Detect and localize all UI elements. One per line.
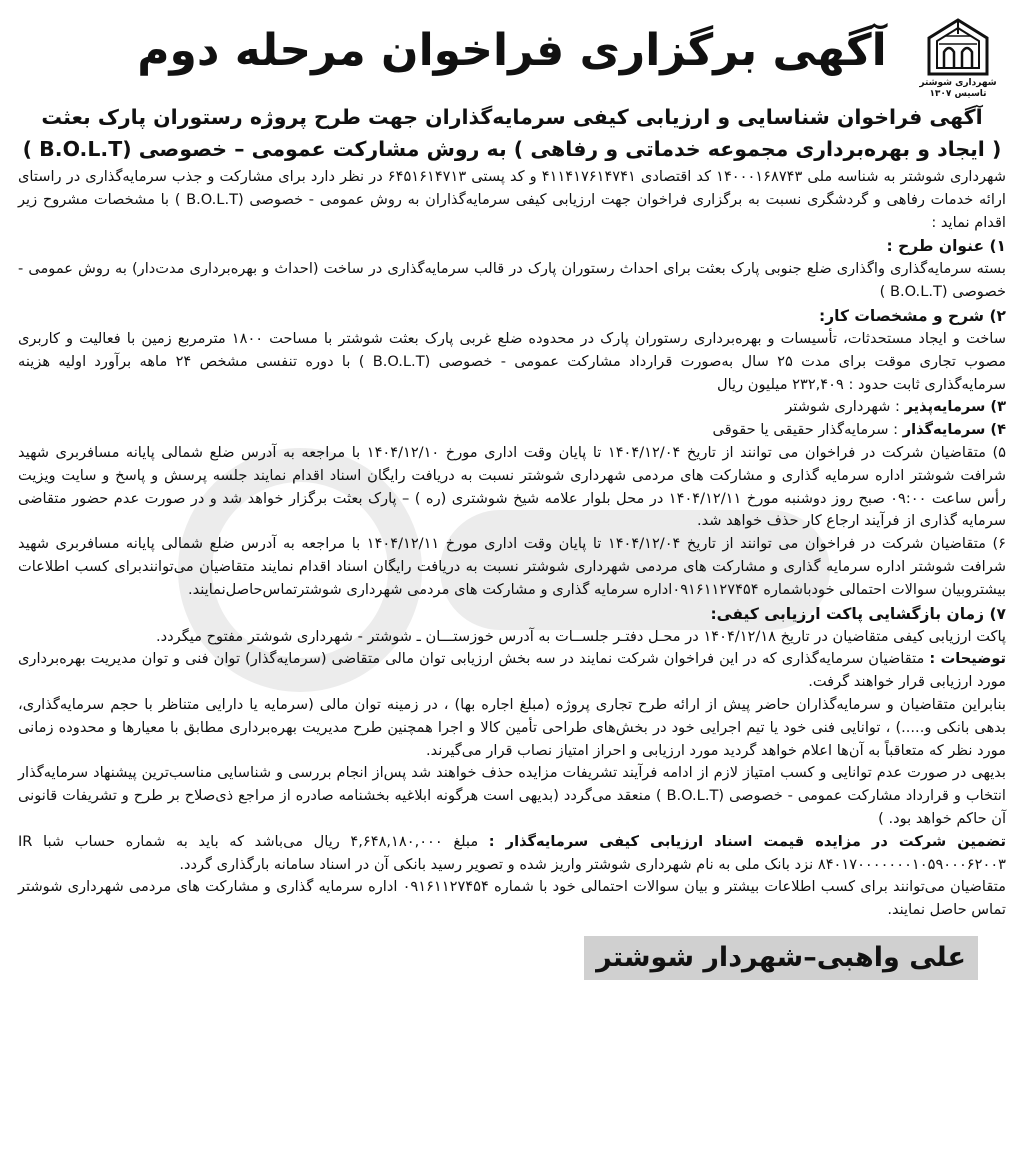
section-3-text: : شهرداری شوشتر (785, 398, 900, 416)
section-4-text: : سرمایه‌گذار حقیقی یا حقوقی (712, 421, 899, 439)
guarantee-text: مبلغ ۴,۶۴۸,۱۸۰,۰۰۰ ریال می‌باشد که باید به شماره حساب شبا IR ۸۴۰۱۷۰۰۰۰۰۰۰۱۰۵۹۰۰۰۶۲۰۰۳ نزد بانک ملی به نام شهرداری شوشتر واریز شده و تصویر رسید بانکی آن در اسناد سامانه بارگذاری گردد. (18, 832, 1006, 873)
section-3 (18, 396, 1006, 419)
mosque-dome-icon (925, 16, 991, 78)
notes-paragraph (18, 648, 1006, 694)
section-1-heading: ۱) عنوان طرح : (886, 237, 1006, 256)
signature: علی واهبی–شهردار شوشتر (584, 936, 978, 980)
notes-paragraph-2: بنابراین متقاضیان و سرمایه‌گذاران حاضر پیش از ارائه طرح تجاری پروژه (مبلغ اجاره بها) ، در زمینه توان مالی (سرمایه یا دارایی متناظر با حجم سرمایه‌گذاری، بدهی بانکی و.....) ، توانایی فنی خود یا تیم اجرایی خود در بخش‌های طراحی تأمین کالا و اجرا همچنین طرح مدیریت بهره‌برداری مطابق با معیارها و محدوده زمانی مورد نظر که متعاقباً به آن‌ها اعلام خواهد گردید مورد ارزیابی و احراز امتیاز نصاب قرار می‌گیرند. (18, 695, 1006, 759)
section-1-text: بسته سرمایه‌گذاری واگذاری ضلع جنوبی پارک بعثت برای احداث رستوران پارک در قالب سرمایه‌گذاری در ساخت (احداث و بهره‌برداری مدت‌دار) به روش عمومی - خصوصی (B.O.L.T ) (18, 260, 1006, 301)
notes-label: توضیحات : (929, 650, 1006, 668)
notes-text: متقاضیان سرمایه‌گذاری که در این فراخوان شرکت نمایند در سه بخش ارزیابی توان مالی متقاضی (سرمایه‌گذار) توان فنی و توان مدیریت بهره‌برداری مورد ارزیابی قرار خواهند گرفت. (18, 650, 1006, 691)
subtitle-line-2: ( ایجاد و بهره‌برداری مجموعه خدماتی و رفاهی ) به روش مشارکت عمومی – خصوصی (B.O.L.T ) (22, 137, 1002, 161)
section-7-text: پاکت ارزیابی کیفی متقاضیان در تاریخ ۱۴۰۴/۱۲/۱۸ در محـل دفتـر جلســات به آدرس خوزستـــان ـ شوشتر - شهرداری شوشتر مفتوح میگردد. (156, 627, 1006, 645)
logo-caption-year: تاسیس ۱۳۰۷ (929, 89, 987, 99)
guarantee-label: تضمین شرکت در مزایده قیمت اسناد ارزیابی کیفی سرمایه‌گذار : (488, 832, 1006, 850)
section-3-heading: ۳) سرمایه‌پذیر (904, 398, 1006, 416)
contact-paragraph: متقاضیان می‌توانند برای کسب اطلاعات بیشتر و بیان سوالات احتمالی خود با شماره ۰۹۱۶۱۱۲۷۴۵۴ اداره سرمایه گذاری و مشارکت های مردمی شهرداری شوشتر تماس حاصل نمایند. (18, 878, 1006, 919)
intro-paragraph: شهرداری شوشتر به شناسه ملی ۱۴۰۰۰۱۶۸۷۴۳ کد اقتصادی ۴۱۱۴۱۷۶۱۴۷۴۱ و کد پستی ۶۴۵۱۶۱۴۷۱۳ در نظر دارد برای مشارکت و جذب سرمایه‌گذاری در راستای ارائه خدمات رفاهی و گردشگری نسبت به برگزاری فراخوان جهت ارزیابی کیفی سرمایه‌گذاران به روش عمومی - خصوصی (B.O.L.T ) با مشخصات مشروح زیر اقدام نماید : (18, 168, 1006, 231)
section-6-text: ۶) متقاضیان شرکت در فراخوان می توانند از تاریخ ۱۴۰۴/۱۲/۰۴ تا پایان وقت اداری مورخ ۱۴۰۴/۱۲/۱۱ با مراجعه به آدرس ضلع شمالی پایانه مسافربری شهید شرافت شوشتر اداره سرمایه گذاری و مشارکت های مردمی شهرداری شوشتر نسبت به دریافت رایگان اسناد اقدام نمایند متقاضیان می‌توانندبرای کسب اطلاعات بیشتروبیان سوالات احتمالی خودباشماره ۰۹۱۶۱۱۲۷۴۵۴اداره سرمایه گذاری و مشارکت های مردمی شهرداری شوشترتماس‌حاصل‌نمایند. (18, 535, 1006, 598)
section-7-heading: ۷) زمان بازگشایی پاکت ارزیابی کیفی: (710, 604, 1006, 623)
subtitle-line-1: آگهی فراخوان شناسایی و ارزیابی کیفی سرمایه‌گذاران جهت طرح پروژه رستوران پارک بعثت (41, 105, 983, 129)
section-2-text: ساخت و ایجاد مستحدثات، تأسیسات و بهره‌برداری رستوران پارک در محدوده ضلع غربی پارک بعثت شوشتر با مساحت ۱۸۰۰ مترمربع زمین با فعالیت و کاربری مصوب تجاری موقت برای مدت ۲۵ سال به‌صورت قرارداد مشارکت عمومی - خصوصی (B.O.L.T ) با دوره تنفسی مشخص ۲۴ ماهه برآورد اولیه هزینه سرمایه‌گذاری ثابت حدود : ۲۳۲,۴۰۹ میلیون ریال (18, 329, 1006, 393)
municipality-logo (916, 16, 1000, 108)
section-2-heading: ۲) شرح و مشخصات کار: (819, 306, 1006, 325)
logo-caption-name: شهرداری شوشتر (919, 78, 997, 88)
section-4 (18, 419, 1006, 442)
section-4-heading: ۴) سرمایه‌گذار (902, 421, 1006, 439)
guarantee-paragraph (18, 831, 1006, 877)
signature-block (18, 936, 1006, 980)
notes-paragraph-3: بدیهی در صورت عدم توانایی و کسب امتیاز لازم از ادامه فرآیند تشریفات مزایده حذف خواهند شد پس‌از انجام بررسی و شناسایی مناسب‌ترین پیشنهاد سرمایه‌گذار انتخاب و قرارداد مشارکت عمومی - خصوصی (B.O.L.T ) منعقد می‌گردد (بدیهی است هرگونه ابلاغیه بخشنامه صادره از مراجع ذی‌صلاح بر طرح و تشریفات قانونی آن حاکم خواهد بود. ) (18, 764, 1006, 827)
page-title: آگهی برگزاری فراخوان مرحله دوم (137, 25, 887, 76)
section-5-text: ۵) متقاضیان شرکت در فراخوان می توانند از تاریخ ۱۴۰۴/۱۲/۰۴ تا پایان وقت اداری مورخ ۱۴۰۴/۱۲/۱۰ با مراجعه به آدرس ضلع شمالی پایانه مسافربری شهید شرافت شوشتر اداره سرمایه گذاری و مشارکت های مردمی شهرداری شوشتر نسبت به دریافت رایگان اسناد اقدام نمایند جلسه پرسش و پاسخ و سایت ویزیت رأس ساعت ۰۹:۰۰ صبح روز دوشنبه مورخ ۱۴۰۴/۱۲/۱۱ در محل بلوار علامه شیخ شوشتری (ره ) – پارک بعثت برگزار خواهد شد و در صورت عدم حضور متقاضی سرمایه گذاری از فرآیند ارجاع کار حذف خواهد شد. (18, 443, 1006, 530)
